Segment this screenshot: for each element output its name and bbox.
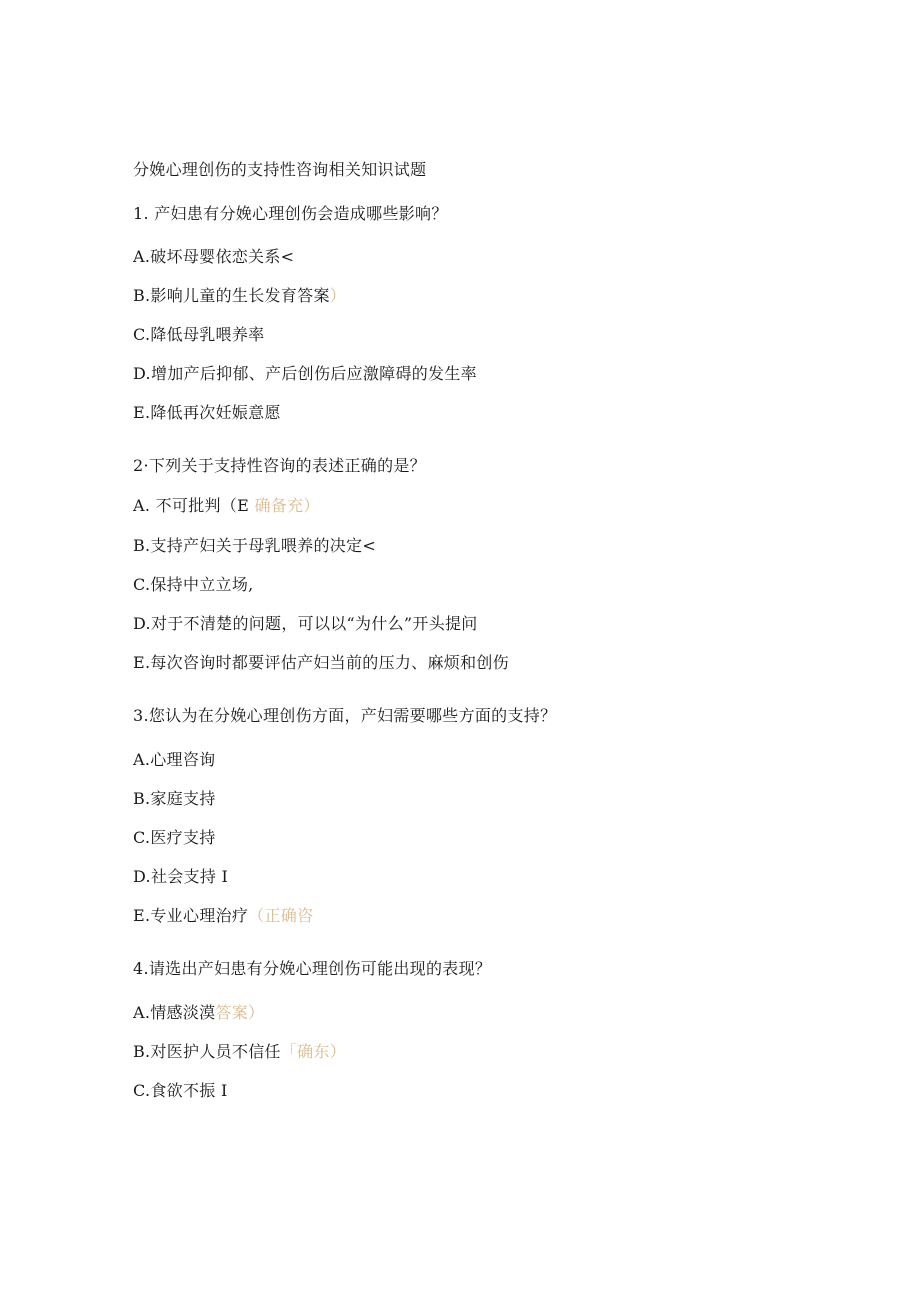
option-text: B.家庭支持 xyxy=(133,789,216,808)
option-hint: （正确咨 xyxy=(248,906,314,925)
question-3-stem: 3.您认为在分娩心理创伤方面，产妇需要哪些方面的支持？ xyxy=(133,706,557,725)
option-text: A. 不可批判（E xyxy=(133,496,255,515)
option-text: C.医疗支持 xyxy=(133,828,216,847)
question-1-stem: 1. 产妇患有分娩心理创伤会造成哪些影响？ xyxy=(133,204,448,223)
option-text: A.情感淡漠 xyxy=(133,1003,216,1022)
question-1-option-a xyxy=(133,247,294,267)
question-2-option-b xyxy=(133,536,376,556)
question-1-option-b xyxy=(133,286,346,306)
question-4-option-b xyxy=(133,1042,346,1062)
option-text: D.增加产后抑郁、产后创伤后应激障碍的发生率 xyxy=(133,364,477,383)
question-2-option-a xyxy=(133,496,320,516)
question-2-stem: 2·下列关于支持性咨询的表述正确的是？ xyxy=(133,456,426,475)
option-text: E.专业心理治疗 xyxy=(133,906,249,925)
question-3-option-b xyxy=(133,789,216,809)
option-text: C.降低母乳喂养率 xyxy=(133,325,265,344)
question-2-option-c xyxy=(133,575,254,595)
question-1-option-e xyxy=(133,403,281,423)
question-2-option-d xyxy=(133,614,478,634)
document-title: 分娩心理创伤的支持性咨询相关知识试题 xyxy=(133,160,427,179)
option-text: C.保持中立立场, xyxy=(133,575,254,594)
option-hint: 「确东） xyxy=(280,1042,347,1061)
question-1-option-c xyxy=(133,325,264,345)
question-3-option-d xyxy=(133,867,228,887)
option-text: E.降低再次妊娠意愿 xyxy=(133,403,281,422)
question-3-option-c xyxy=(133,828,216,848)
option-text: C.食欲不振 I xyxy=(133,1081,228,1100)
question-4-stem: 4.请选出产妇患有分娩心理创伤可能出现的表现？ xyxy=(133,959,492,978)
option-text: A.破坏母婴依恋关系< xyxy=(133,247,295,266)
option-text: B.支持产妇关于母乳喂养的决定< xyxy=(133,536,377,555)
question-2-option-e xyxy=(133,653,509,673)
option-text: D.社会支持 I xyxy=(133,867,229,886)
option-text: E.每次咨询时都要评估产妇当前的压力、麻烦和创伤 xyxy=(133,653,509,672)
option-text: A.心理咨询 xyxy=(133,750,216,769)
option-text: B.对医护人员不信任 xyxy=(133,1042,281,1061)
option-hint: ） xyxy=(329,286,347,305)
option-hint: 答案） xyxy=(215,1003,265,1022)
question-3-option-a xyxy=(133,750,215,770)
question-3-option-e xyxy=(133,906,313,926)
option-text: B.影响儿童的生长发育答案 xyxy=(133,286,330,305)
question-1-option-d xyxy=(133,364,477,384)
question-4-option-c xyxy=(133,1081,228,1101)
option-hint: 确备充） xyxy=(254,496,320,515)
option-text: D.对于不清楚的问题，可以以“为什么”开头提问 xyxy=(133,614,478,633)
question-4-option-a xyxy=(133,1003,264,1023)
